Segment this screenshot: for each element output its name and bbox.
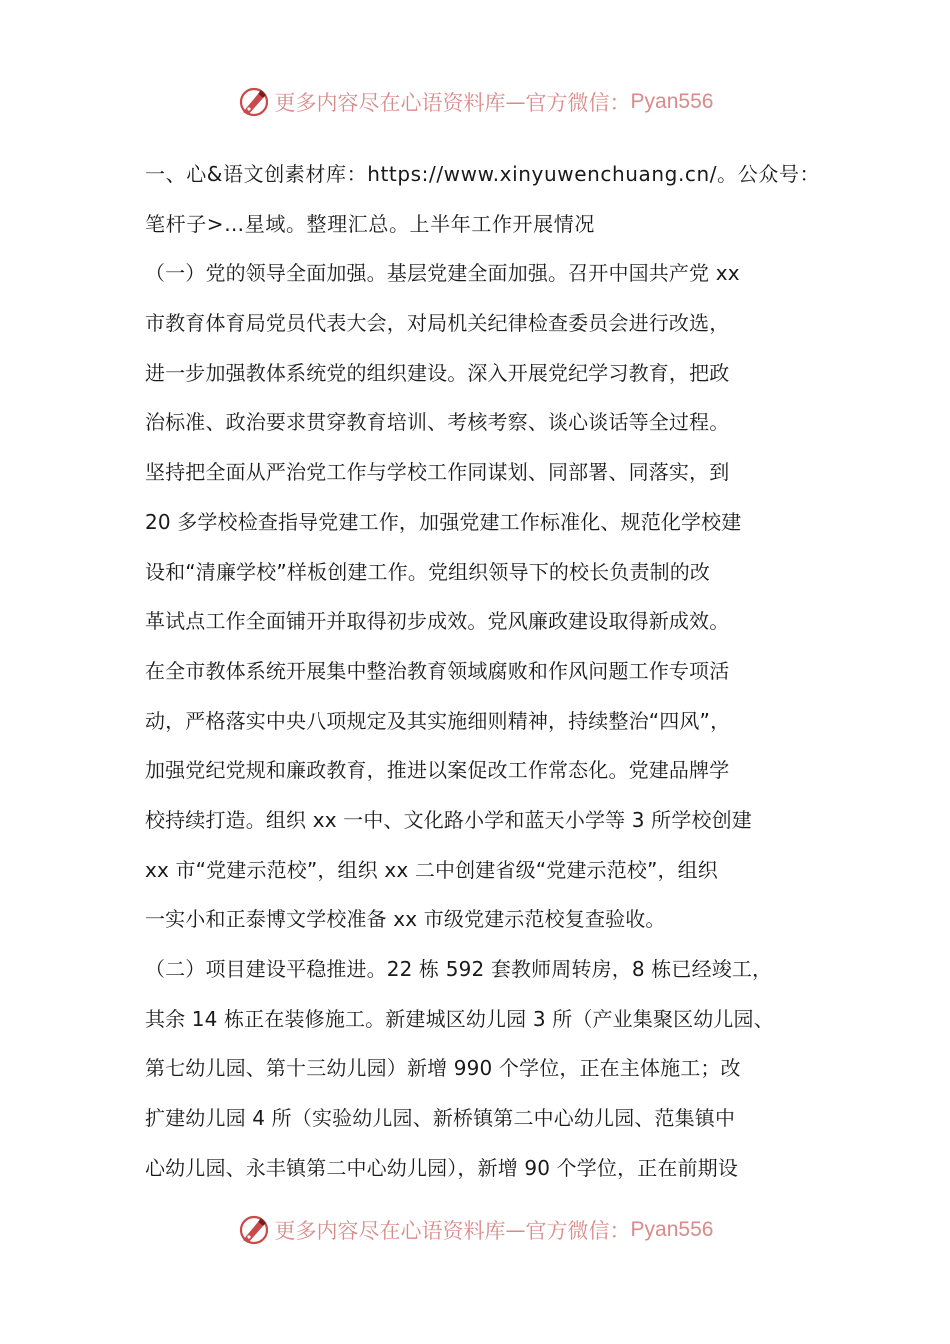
text-line: （一）党的领导全面加强。基层党建全面加强。召开中国共产党 xx	[145, 261, 740, 286]
text-line: 其余 14 栋正在装修施工。新建城区幼儿园 3 所（产业集聚区幼儿园、	[145, 1006, 774, 1031]
text-line: 第七幼儿园、第十三幼儿园）新增 990 个学位，正在主体施工；改	[145, 1056, 741, 1081]
banner-wechat-id: Pyan556	[630, 1218, 714, 1241]
banner-separator: —	[505, 1218, 526, 1242]
text-line: 市教育体育局党员代表大会，对局机关纪律检查委员会进行改选，	[145, 311, 730, 336]
text-line: 心幼儿园、永丰镇第二中心幼儿园），新增 90 个学位，正在前期设	[145, 1155, 738, 1180]
banner-wechat-id: Pyan556	[630, 90, 714, 113]
text-line: 一实小和正泰博文学校准备 xx 市级党建示范校复查验收。	[145, 907, 666, 932]
text-line: 进一步加强教体系统党的组织建设。深入开展党纪学习教育，把政	[145, 360, 730, 385]
banner-wechat-label: 官方微信：	[525, 91, 631, 115]
footer-watermark-banner	[0, 1210, 950, 1250]
header-watermark-banner	[0, 82, 950, 122]
text-line: 校持续打造。组织 xx 一中、文化路小学和蓝天小学等 3 所学校创建	[145, 807, 752, 832]
pen-nib-logo-icon	[237, 1213, 271, 1247]
banner-separator: —	[505, 90, 526, 114]
text-line: 革试点工作全面铺开并取得初步成效。党风廉政建设取得新成效。	[145, 609, 730, 634]
text-line: 20 多学校检查指导党建工作，加强党建工作标准化、规范化学校建	[145, 509, 742, 534]
banner-wechat-label: 官方微信：	[525, 1219, 631, 1243]
banner-text: 更多内容尽在心语资料库	[274, 1219, 506, 1243]
text-line: 治标准、政治要求贯穿教育培训、考核考察、谈心谈话等全过程。	[145, 410, 730, 435]
text-line: 一、心&语文创素材库：https://www.xinyuwenchuang.cn/。公众号：	[145, 162, 821, 186]
text-line: 加强党纪党规和廉政教育，推进以案促改工作常态化。党建品牌学	[145, 758, 730, 783]
pen-nib-logo-icon	[237, 85, 271, 119]
text-line: 动，严格落实中央八项规定及其实施细则精神，持续整治“四风”，	[145, 708, 731, 733]
text-line: 设和“清廉学校”样板创建工作。党组织领导下的校长负责制的改	[145, 559, 711, 584]
text-line: 在全市教体系统开展集中整治教育领域腐败和作风问题工作专项活	[145, 658, 730, 683]
text-line: 笔杆子>…星域。整理汇总。上半年工作开展情况	[145, 211, 595, 236]
text-line: （二）项目建设平稳推进。22 栋 592 套教师周转房，8 栋已经竣工，	[145, 957, 773, 981]
banner-text: 更多内容尽在心语资料库	[274, 91, 506, 115]
text-line: xx 市“党建示范校”，组织 xx 二中创建省级“党建示范校”，组织	[145, 857, 718, 882]
text-line: 扩建幼儿园 4 所（实验幼儿园、新桥镇第二中心幼儿园、范集镇中	[145, 1106, 736, 1131]
document-body	[145, 150, 821, 1193]
text-line: 坚持把全面从严治党工作与学校工作同谋划、同部署、同落实，到	[145, 460, 730, 485]
